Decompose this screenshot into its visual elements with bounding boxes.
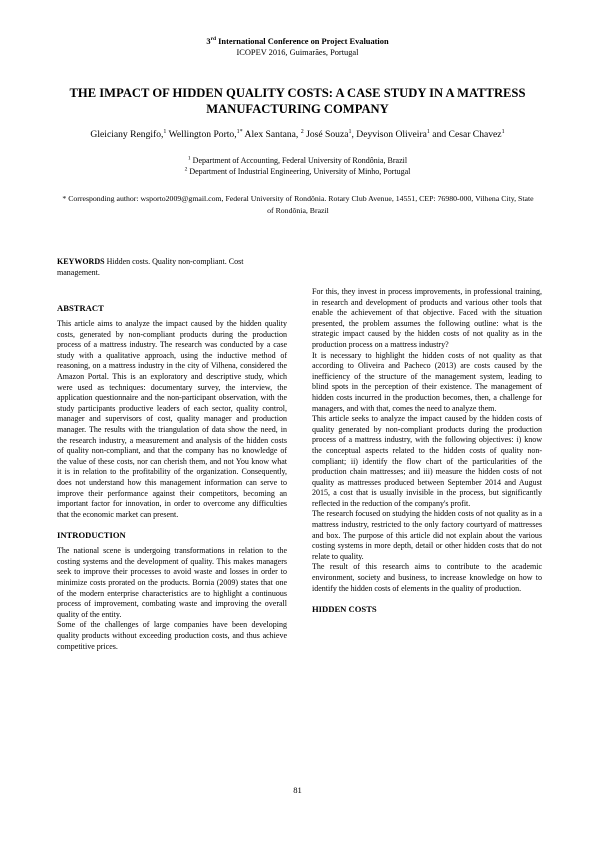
hidden-costs-heading: HIDDEN COSTS — [312, 604, 377, 615]
conference-title: International Conference on Project Evaluation — [216, 37, 389, 46]
author-affiliation-mark: 1 — [348, 128, 352, 135]
affiliation-line — [0, 166, 595, 177]
keywords-label: KEYWORDS — [57, 257, 105, 266]
author-affiliation-mark: 1 — [501, 128, 505, 135]
author-affiliation-mark: 2 — [300, 128, 304, 135]
conference-location: ICOPEV 2016, Guimarães, Portugal — [236, 47, 359, 57]
introduction-heading: INTRODUCTION — [57, 530, 126, 541]
keywords-text: Hidden costs. Quality non-compliant. Cost management. — [57, 257, 244, 277]
affiliation-text: Department of Accounting, Federal University of Rondônia, Brazil — [190, 156, 408, 165]
author-list — [20, 129, 575, 141]
author-affiliation-mark: 1 — [163, 128, 167, 135]
paragraph: For this, they invest in process improvements, in professional training, in research and development of products and various other tools that enable the achievement of that objective. Faced with the situation presented, the problem assumes the following outline: what is the strategic impact caused by the hidden costs of not quality as in the production process on a mattress industry? — [312, 287, 542, 349]
abstract-heading: ABSTRACT — [57, 303, 104, 313]
affiliation-mark: 1 — [187, 155, 191, 162]
conference-ordinal-suffix: rd — [210, 36, 217, 43]
author-name: Wellington Porto, — [166, 129, 237, 140]
affiliations — [0, 155, 595, 177]
page-number: 81 — [293, 785, 302, 795]
author-name: Gleiciany Rengifo, — [90, 129, 164, 140]
conference-ordinal: 3 — [206, 37, 211, 46]
left-column — [57, 303, 287, 652]
paragraph: The result of this research aims to contribute to the academic environment, society and business, to increase knowledge on how to identify the hidden costs of elements in the quality of production. — [312, 562, 542, 593]
author-name: José Souza — [303, 129, 349, 140]
keywords — [57, 256, 287, 278]
affiliation-line — [0, 155, 595, 166]
author-name: Alex Santana, — [242, 129, 301, 140]
author-name: , Deyvison Oliveira — [351, 129, 427, 140]
right-column — [312, 287, 542, 615]
paragraph: The national scene is undergoing transformations in relation to the costing systems and the development of quality. This makes managers seek to improve their processes to avoid waste and losses in order to minimize costs prorated on the products. Bornia (2009) states that one of the modern enterprise characteristics are to highlight a continuous process of improvement, combating waste and improving the overall quality of the entity. — [57, 546, 287, 619]
paper-title: THE IMPACT OF HIDDEN QUALITY COSTS: A CASE STUDY IN A MATTRESS MANUFACTURING COMPANY — [69, 86, 526, 116]
paragraph: It is necessary to highlight the hidden costs of not quality as that according to Oliveira and Pacheco (2013) are costs caused by the inefficiency of the structure of the management system, leading to blind spots in the perception of their existence. The management of hidden costs incurred in the production becomes, then, a challenge for managers, and with that, comes the need to analyze them. — [312, 350, 542, 413]
author-affiliation-mark: 1 — [426, 128, 430, 135]
conference-header — [0, 37, 595, 58]
author-name: and Cesar Chavez — [429, 129, 502, 140]
corresponding-author: * Corresponding author: wsporto2009@gmail.com, Federal University of Rondônia. Rotary Club Avenue, 14551, CEP: 76980-000, Vilhena City, State of Rondônia, Brazil — [62, 194, 534, 215]
affiliation-mark: 2 — [184, 166, 188, 173]
paragraph: Some of the challenges of large companies have been developing quality products without exceeding production costs, and thus achieve competitive prices. — [57, 620, 287, 651]
abstract-text: This article aims to analyze the impact caused by the hidden quality costs, generated by non-compliant products during the production process of a mattress industry. The research was conducted by a case study with a qualitative approach, using the inductive method of reasoning, on a mattress industry in the city of Vilhena, considered the Amazon Portal. This is an exploratory and descriptive study, which were used as techniques: documentary survey, the interview, the application questionnaire and the non-participant observation, with the study participants productive leaders of each sector, quality control, manager and supervisors of cost, quality manager and production manager. The results with the triangulation of data show the need, in the research industry, a measurement and analysis of the hidden costs of quality non-compliant, and that the company has no knowledge of the value of these costs, nor can cherish them, and not You know what it is in relation to the profitability of the organization. Consequently, does not understand how this management information can serve to improve their performance against their competitors, becoming an important factor for innovation, in order to overcome any difficulties that the economic market can present. — [57, 319, 287, 519]
paragraph: The research focused on studying the hidden costs of not quality as in a mattress industry, restricted to the only factory courtyard of mattresses and box. The purpose of this article did not explain about the various costing systems in more depth, detail or other hidden costs that do not relate to quality. — [312, 509, 542, 561]
affiliation-text: Department of Industrial Engineering, University of Minho, Portugal — [187, 167, 411, 176]
author-affiliation-mark: 1* — [236, 128, 243, 135]
conference-name — [0, 37, 595, 48]
paragraph: This article seeks to analyze the impact caused by the hidden costs of quality generated by non-compliant products during the production process of a mattress industry, with the following objectives: i) know the conceptual aspects related to the hidden costs of quality non-compliant; ii) identify the flow chart of the particularities of the production chain mattresses; and iii) measure the hidden costs of not quality as mattresses produced between September 2014 and August 2015, a cost that is usually invisible in the process, but significantly reflected in the reduction of the company's profit. — [312, 414, 542, 508]
